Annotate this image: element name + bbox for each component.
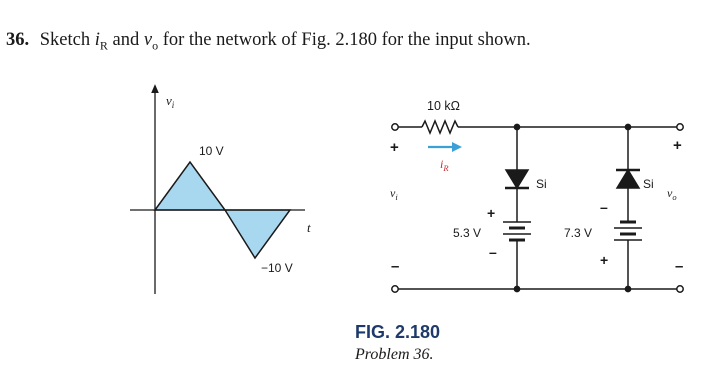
figure-title: FIG. 2.180: [355, 322, 441, 342]
input-terminal-bottom: [392, 286, 398, 292]
battery-1-plus: +: [487, 205, 496, 221]
resistor-label: 10 kΩ: [427, 99, 460, 113]
input-plus: +: [390, 139, 399, 156]
current-symbol: i: [94, 30, 100, 50]
output-label: v: [667, 186, 673, 200]
problem-number: 36.: [6, 30, 30, 50]
output-label-sub: o: [672, 192, 677, 202]
waveform-axis-sub: i: [171, 100, 175, 110]
output-plus: +: [673, 137, 682, 154]
voltage-subscript: o: [152, 38, 159, 53]
positive-peak-label: 10 V: [199, 144, 224, 158]
current-label: i: [440, 157, 444, 171]
problem-text-before: Sketch: [39, 30, 91, 50]
current-subscript: R: [99, 38, 108, 53]
input-label-sub: i: [395, 192, 398, 202]
battery-2-minus: –: [600, 199, 608, 215]
negative-peak-label: −10 V: [261, 261, 293, 275]
resistor: [422, 121, 458, 133]
battery-1-minus: –: [489, 244, 497, 260]
waveform-positive-half: [155, 162, 225, 210]
svg-text:iR: [440, 157, 449, 173]
battery-1-symbol: [503, 222, 531, 240]
voltage-symbol: v: [143, 30, 153, 50]
output-terminal-bottom: [677, 286, 683, 292]
battery-2-symbol: [614, 222, 642, 240]
problem-text-and: and: [112, 30, 140, 50]
output-minus: –: [675, 258, 684, 275]
input-waveform: [130, 88, 311, 294]
waveform-negative-half: [225, 210, 290, 258]
diode-2-type: Si: [643, 177, 654, 191]
battery-2-plus: +: [600, 252, 609, 268]
svg-text:vi: [390, 186, 398, 202]
svg-text:vi: [166, 93, 175, 110]
input-label: v: [390, 186, 396, 200]
waveform-axis-label: v: [166, 93, 172, 108]
time-label: t: [307, 220, 311, 235]
battery-1-label: 5.3 V: [453, 226, 482, 240]
output-terminal-top: [677, 124, 683, 130]
input-terminal-top: [392, 124, 398, 130]
diode-1-type: Si: [536, 177, 547, 191]
figure-caption: Problem 36.: [355, 346, 434, 363]
input-minus: –: [391, 258, 400, 275]
battery-2-label: 7.3 V: [564, 226, 593, 240]
current-label-sub: R: [443, 163, 449, 173]
svg-text:vo: [667, 186, 677, 202]
diode-2-symbol: [617, 170, 639, 188]
current-arrow: [428, 142, 462, 152]
diode-1-symbol: [506, 170, 528, 188]
problem-text-after: for the network of Fig. 2.180 for the input shown.: [162, 30, 531, 50]
